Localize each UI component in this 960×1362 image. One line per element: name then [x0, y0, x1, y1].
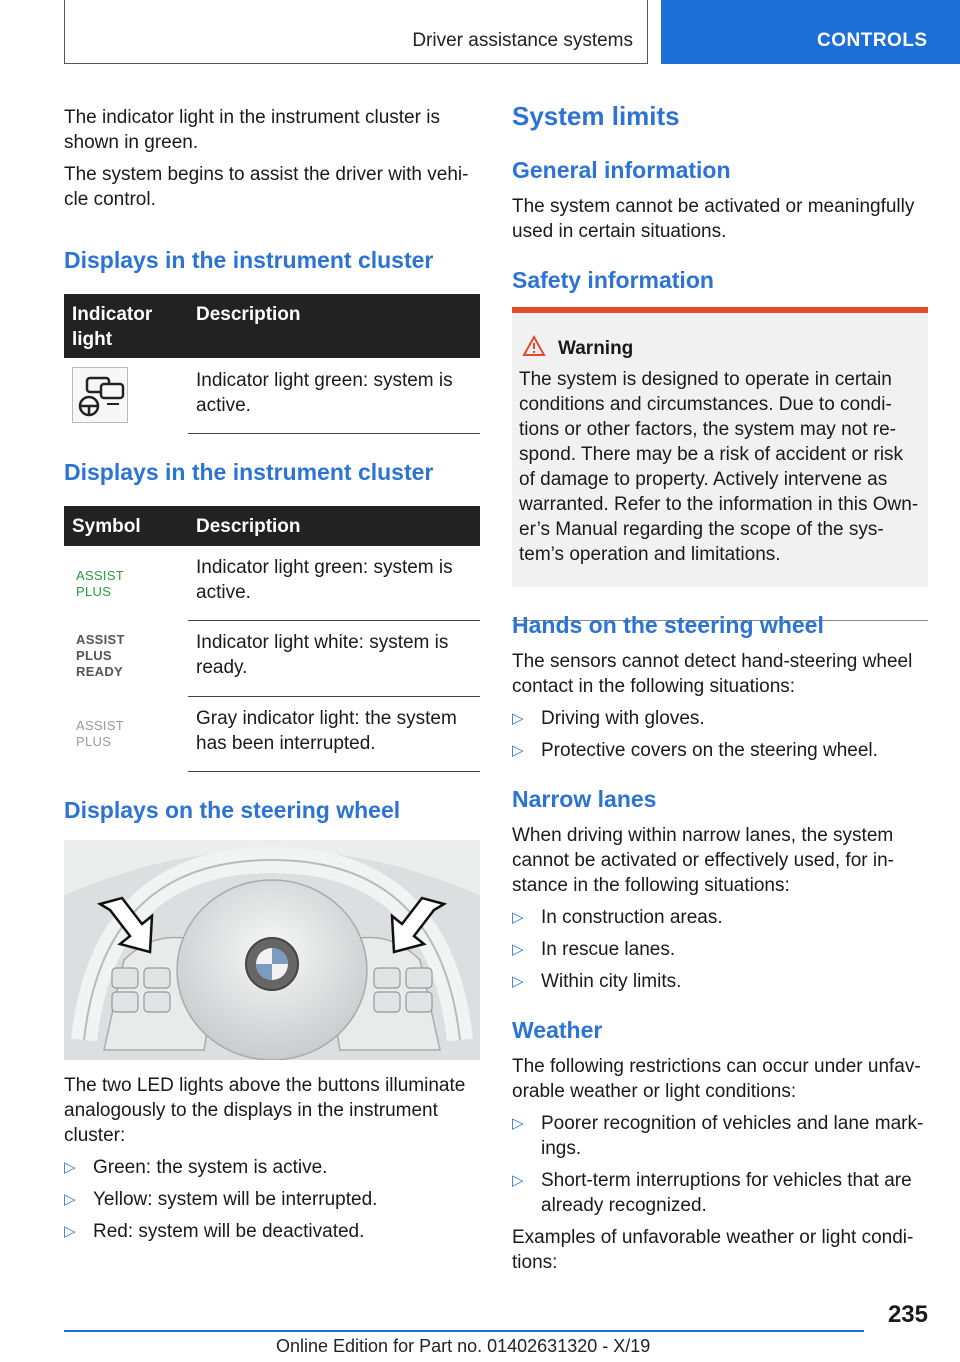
warning-bar: [512, 307, 928, 313]
table2-row1-desc-2: active.: [196, 582, 251, 603]
warning-text: The system is designed to operate in certain conditions and circumstances. Due to condi- tions or other factors, the system may not re- spond. There may be a risk of accident or risk of damage to property. Actively intervene as warranted. Refer to the information in this Own- er’s Manual regarding the scope of the sys- tem’s operation and limitations.: [519, 369, 919, 565]
narrow-line-3: stance in the following situations:: [512, 875, 790, 896]
warning-box: [512, 307, 928, 587]
triangle-bullet-icon: ▷: [64, 1159, 76, 1176]
led-text-line-3: cluster:: [64, 1125, 126, 1146]
table1-col1-header: Indicator light: [72, 304, 153, 350]
table2-col2-header: Description: [196, 516, 301, 537]
heading-displays-cluster-1: Displays in the instrument cluster: [64, 247, 434, 273]
header-chapter-title: CONTROLS: [817, 30, 928, 51]
narrow-line-1: When driving within narrow lanes, the system: [512, 825, 894, 846]
narrow-line-2: cannot be activated or effectively used, for in-: [512, 850, 894, 871]
steering-assist-icon: [72, 367, 128, 423]
weather-line-1: The following restrictions can occur under unfav-: [512, 1056, 921, 1077]
table1-row1-desc-1: Indicator light green: system is: [196, 370, 453, 391]
table2-header: [64, 506, 480, 546]
warning-triangle-icon: [522, 335, 546, 364]
steering-wheel-illustration: [64, 840, 480, 1060]
triangle-bullet-icon: ▷: [512, 941, 524, 958]
header-section-box: [64, 0, 648, 64]
table1-header: [64, 294, 480, 358]
triangle-bullet-icon: ▷: [512, 1115, 524, 1132]
triangle-bullet-icon: ▷: [512, 742, 524, 759]
assist-plus-ready-white-symbol: ASSIST PLUS READY: [76, 632, 125, 679]
heading-weather: Weather: [512, 1017, 603, 1043]
table2-row-divider-1: [188, 620, 480, 621]
intro-line-4: cle control.: [64, 189, 156, 210]
assist-plus-gray-symbol: ASSIST PLUS: [76, 718, 125, 749]
led-text-line-2: analogously to the displays in the instrument: [64, 1100, 438, 1121]
table1-row1-desc-2: active.: [196, 395, 251, 416]
triangle-bullet-icon: ▷: [512, 973, 524, 990]
weather-line-2: orable weather or light conditions:: [512, 1081, 797, 1102]
triangle-bullet-icon: ▷: [64, 1191, 76, 1208]
heading-hands-on-wheel: Hands on the steering wheel: [512, 612, 824, 638]
triangle-bullet-icon: ▷: [512, 710, 524, 727]
table2-row2-desc-2: ready.: [196, 657, 248, 678]
intro-line-1: The indicator light in the instrument cluster is: [64, 107, 440, 128]
triangle-bullet-icon: ▷: [512, 1172, 524, 1189]
heading-system-limits: System limits: [512, 101, 680, 131]
intro-line-2: shown in green.: [64, 132, 199, 153]
footer-rule: [64, 1330, 864, 1332]
heading-narrow-lanes: Narrow lanes: [512, 786, 657, 812]
triangle-bullet-icon: ▷: [64, 1223, 76, 1240]
table2-row-divider-2: [188, 696, 480, 697]
table2-col1-header: Symbol: [72, 516, 141, 537]
hands-line-1: The sensors cannot detect hand-steering wheel: [512, 651, 913, 672]
table2-row2-desc-1: Indicator light white: system is: [196, 632, 449, 653]
intro-line-3: The system begins to assist the driver with vehi-: [64, 164, 469, 185]
general-line-2: used in certain situations.: [512, 221, 727, 242]
hands-line-2: contact in the following situations:: [512, 676, 796, 697]
triangle-bullet-icon: ▷: [512, 909, 524, 926]
heading-safety-information: Safety information: [512, 267, 714, 293]
weather-line-4: tions:: [512, 1252, 558, 1273]
table2-row3-desc-1: Gray indicator light: the system: [196, 708, 457, 729]
table2-row1-desc-1: Indicator light green: system is: [196, 557, 453, 578]
table1-col2-header: Description: [196, 304, 301, 325]
heading-displays-steering: Displays on the steering wheel: [64, 797, 401, 823]
assist-plus-green-symbol: ASSIST PLUS: [76, 568, 125, 599]
header-section-title: Driver assistance systems: [412, 30, 633, 51]
heading-general-information: General information: [512, 157, 731, 183]
header-chapter-tab: [661, 0, 960, 64]
table2-row-divider-3: [188, 771, 480, 772]
footer-edition: Online Edition for Part no. 01402631320 - X/19: [276, 1336, 651, 1356]
weather-line-3: Examples of unfavorable weather or light condi-: [512, 1227, 914, 1248]
page-number: 235: [887, 1301, 928, 1328]
table2-row3-desc-2: has been interrupted.: [196, 733, 376, 754]
warning-title: Warning: [558, 338, 634, 359]
general-line-1: The system cannot be activated or meaningfully: [512, 196, 915, 217]
led-text-line-1: The two LED lights above the buttons illuminate: [64, 1075, 466, 1096]
heading-displays-cluster-2: Displays in the instrument cluster: [64, 459, 434, 485]
table1-row-divider: [188, 433, 480, 434]
